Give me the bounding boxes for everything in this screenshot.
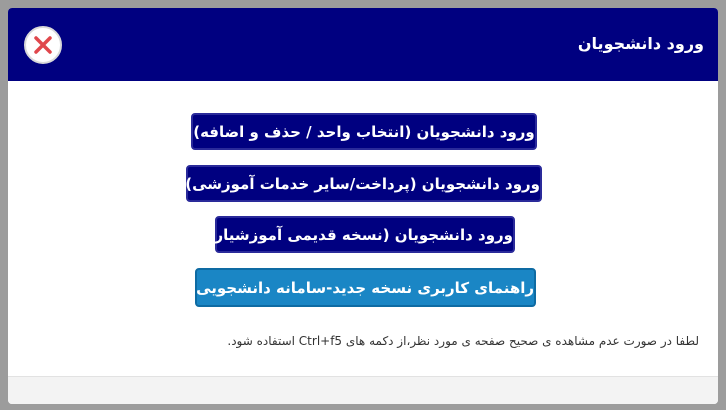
refresh-note: لطفا در صورت عدم مشاهده ی صحیح صفحه ی مورد نظر،از دکمه های Ctrl+f5 استفاده شود.: [227, 334, 699, 348]
close-button[interactable]: [24, 26, 62, 64]
old-version-button[interactable]: ورود دانشجویان (نسخه قدیمی آموزشیار): [215, 216, 515, 253]
close-x-icon: [34, 36, 52, 54]
payment-services-button[interactable]: ورود دانشجویان (پرداخت/سایر خدمات آموزشی): [186, 165, 542, 202]
modal-title: ورود دانشجویان: [577, 34, 704, 53]
user-guide-button[interactable]: راهنمای کاربری نسخه جدید-سامانه دانشجویی: [195, 268, 536, 307]
modal-footer: [8, 376, 718, 404]
modal-header: [8, 8, 718, 81]
course-registration-button[interactable]: ورود دانشجویان (انتخاب واحد / حذف و اضافه): [191, 113, 537, 150]
login-modal: [8, 8, 718, 404]
